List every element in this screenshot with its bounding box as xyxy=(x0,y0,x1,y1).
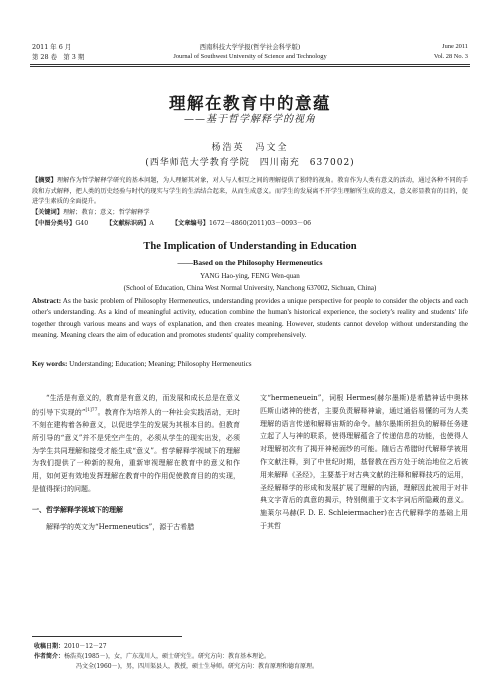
footnote-author-1: 作者简介：杨浩英(1985－)，女，广东茂川人，硕士研究生。研究方向：教育基本理论。 xyxy=(34,653,270,660)
clc-value: G40 xyxy=(75,220,89,227)
article-no-value: 1672－4860(2011)03－0093－06 xyxy=(208,220,312,227)
body-paragraph: 文“hermeneuein”，词根 Hermes(赫尔墨斯)是希腊神话中奥林匹斯山诸神的使者，主要负责解释神谕，通过通俗易懂的可为人类理解的语言传递和解释宙斯的命令。赫尔墨斯所担负的解释任务建立起了人与神的联系，使得理解蕴含了传递信息的功能，也使得人对理解初次有了揭开神秘面纱的可能。随后古希腊时代解释学被用作文献注释，到了中世纪时期，基督教在西方处于统治地位之后被用来解释《圣经》，主要基于对古典文献的注释和解释技巧的运用，圣经解释学的形成和发展扩展了理解的内涵，理解因此被用于对非典文字背后的真意的揭示，特别侧重于文本字词后所隐藏的意义。施莱尔马赫(F. D. E. Schleiermacher)在古代解释学的基础上用于其哲 xyxy=(260,394,468,530)
abstract-en xyxy=(32,296,468,341)
paper-title-cn: 理解在教育中的意蕴 xyxy=(169,94,331,113)
citation-ref: [1]77 xyxy=(85,407,98,413)
header-vol-en: Vol. 28 No. 3 xyxy=(433,53,468,60)
body-left-column xyxy=(32,392,240,533)
section-heading: 一、哲学解释学视域下的理解 xyxy=(32,505,123,514)
paper-subtitle-en: ——Based on the Philosophy Hermeneutics xyxy=(177,258,323,267)
abstract-cn xyxy=(32,176,468,208)
paper-subtitle-cn: ——基于哲学解释学的视角 xyxy=(184,114,316,125)
footnote-rule xyxy=(32,636,182,637)
clc-label: 【中图分类号】 xyxy=(32,220,76,227)
affiliation-en: (School of Education, China West Normal University, Nanchong 637002, Sichuan, China) xyxy=(123,284,377,292)
keywords-cn-label: 【关键词】 xyxy=(32,209,63,216)
abstract-cn-text: 理解作为哲学解释学研究的基本问题，为人理解其对象，对人与人相互之间的理解提供了独特的视角。教育作为人类有意义的活动，通过各种不同的手段和方式解释，把人类的历史经验与时代的现实与学生的生活结合起来，从而生成意义。而学生的发展离不开学生理解所生成的意义，意义彰显教育的目的，促进学生素质的全面提升。 xyxy=(32,177,469,205)
abstract-cn-label: 【摘要】 xyxy=(32,177,57,184)
footnote-received: 收稿日期：2010－12－27 xyxy=(34,643,107,650)
header-rule-secondary xyxy=(30,66,470,67)
header-journal-en: Journal of Southwest University of Science and Technology xyxy=(173,53,327,60)
body-paragraph: 解释学的英文为“Hermeneutics”，源于古希腊 xyxy=(46,522,195,531)
header-rule xyxy=(30,64,470,65)
classification-cn xyxy=(32,219,468,229)
abstract-en-label: Abstract: xyxy=(32,297,62,305)
keywords-cn xyxy=(32,208,468,218)
authors-en: YANG Hao-ying, FENG Wen-quan xyxy=(200,272,300,280)
footnote-author-2: 冯文全(1960－)，男，四川渠县人，教授，硕士生导师。研究方向：教育原理和德育原理。 xyxy=(76,663,318,670)
header-month-en: June 2011 xyxy=(442,43,468,50)
article-no-label: 【文章编号】 xyxy=(171,220,209,227)
affiliation-cn: (西华师范大学教育学院 四川南充 637002) xyxy=(145,158,355,168)
paper-title-en: The Implication of Understanding in Education xyxy=(143,241,357,252)
doc-value: A xyxy=(149,220,154,227)
doc-label: 【文献标识码】 xyxy=(106,220,150,227)
keywords-en xyxy=(32,359,468,370)
header-date: 2011 年 6 月 xyxy=(32,43,72,51)
header-journal-cn: 西南科技大学学报(哲学社会科学版) xyxy=(199,43,301,51)
header-volume: 第 28 卷 第 3 期 xyxy=(32,53,85,61)
keywords-en-text: Understanding; Education; Meaning; Philosophy Hermeneutics xyxy=(69,360,252,368)
keywords-en-label: Key words: xyxy=(32,360,68,368)
authors-cn: 杨浩英 冯文全 xyxy=(211,143,289,153)
abstract-en-text: As the basic problem of Philosophy Hermeneutics, understanding provides a unique perspective for people to consider the objects and each other's understanding. As a kind of meaningful activity, education combine the human's historical experience, the society's reality and students' life together through various means and ways of explanation, and then creates meaning. However, students cannot develop without understanding the meaning. Meaning clears the aim of education and promotes students' quality comprehensively. xyxy=(32,297,468,339)
keywords-cn-text: 理解；教育；意义；哲学解释学 xyxy=(62,209,150,216)
body-right-column xyxy=(260,392,468,533)
body-paragraph: “生活是有意义的，教育是有意义的，而发展和成长总是在意义的引导下实现的”$^{[1]77}$。教育作为培养人的一种社会实践活动，无时不刻在建构着各种意义，以促进学生的发展为其根本目的。但教育所引导的“意义”并不是凭空产生的，必须从学生的现实出发，必须为学生共同理解和接受才能生成“意义”。哲学解释学视域下的理解为我们提供了一种新的视角，重新审视理解在教育中的意义和作用，如何更有效地发挥理解在教育中的作用促使教育目的的实现，是值得探讨的问题。 xyxy=(32,394,240,493)
